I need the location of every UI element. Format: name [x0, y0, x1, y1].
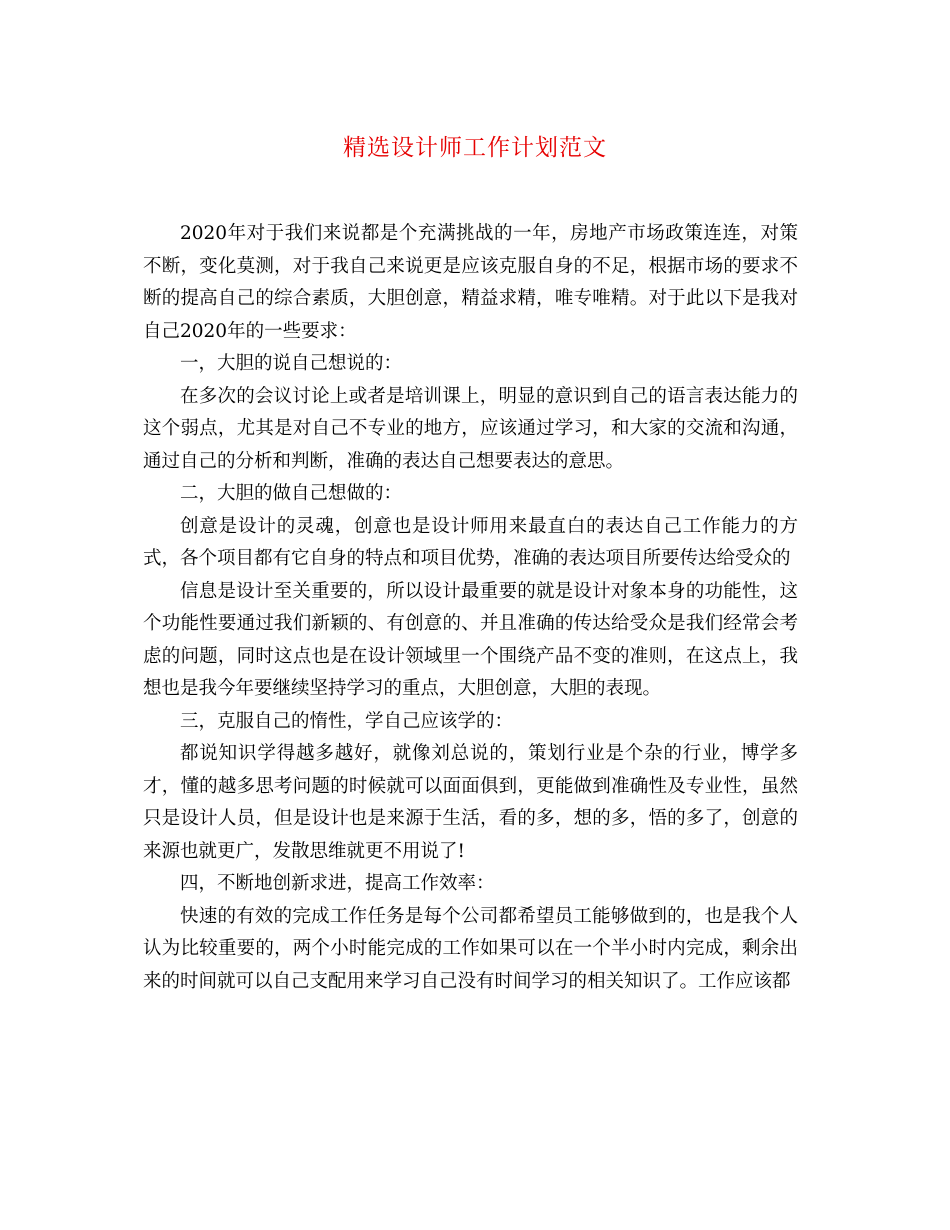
heading-section-3: 三，克服自己的惰性，学自己应该学的：: [180, 710, 514, 732]
paragraph-section-3: 都说知识学得越多越好，就像刘总说的，策划行业是个杂的行业，博学多才，懂的越多思考问题的时候就可以面面俱到，更能做到准确性及专业性，虽然只是设计人员，但是设计也是来源于生活，看的多，想的多，悟的多了，创意的来源也就更广，发散思维就更不用说了!: [143, 743, 798, 862]
document-body: [143, 218, 798, 998]
heading-section-1: 一，大胆的说自己想说的：: [180, 353, 403, 374]
paragraph-section-4: 快速的有效的完成工作任务是每个公司都希望员工能够做到的，也是我个人认为比较重要的，两个小时能完成的工作如果可以在一个半小时内完成，剩余出来的时间就可以自己支配用来学习自己没有时间学习的相关知识了。工作应该都: [143, 905, 798, 992]
paragraph-section-2a: 创意是设计的灵魂，创意也是设计师用来最直白的表达自己工作能力的方式，各个项目都有它自身的特点和项目优势，准确的表达项目所要传达给受众的: [143, 515, 798, 569]
document-title: 精选设计师工作计划范文: [343, 135, 607, 161]
heading-section-2: 二，大胆的做自己想做的：: [180, 483, 403, 504]
heading-section-4: 四，不断地创新求进，提高工作效率：: [180, 873, 495, 894]
paragraph-section-2b: 信息是设计至关重要的，所以设计最重要的就是设计对象本身的功能性，这个功能性要通过我们新颖的、有创意的、并且准确的传达给受众是我们经常会考虑的问题，同时这点也是在设计领域里一个围绕产品不变的准则，在这点上，我想也是我今年要继续坚持学习的重点，大胆创意，大胆的表现。: [143, 580, 798, 699]
paragraph-section-1: 在多次的会议讨论上或者是培训课上，明显的意识到自己的语言表达能力的这个弱点，尤其是对自己不专业的地方，应该通过学习，和大家的交流和沟通，通过自己的分析和判断，准确的表达自己想要表达的意思。: [143, 385, 798, 472]
paragraph-intro: 2020年对于我们来说都是个充满挑战的一年，房地产市场政策连连，对策不断，变化莫测，对于我自己来说更是应该克服自身的不足，根据市场的要求不断的提高自己的综合素质，大胆创意，精益求精，唯专唯精。对于此以下是我对自己2020年的一些要求：: [143, 223, 798, 342]
